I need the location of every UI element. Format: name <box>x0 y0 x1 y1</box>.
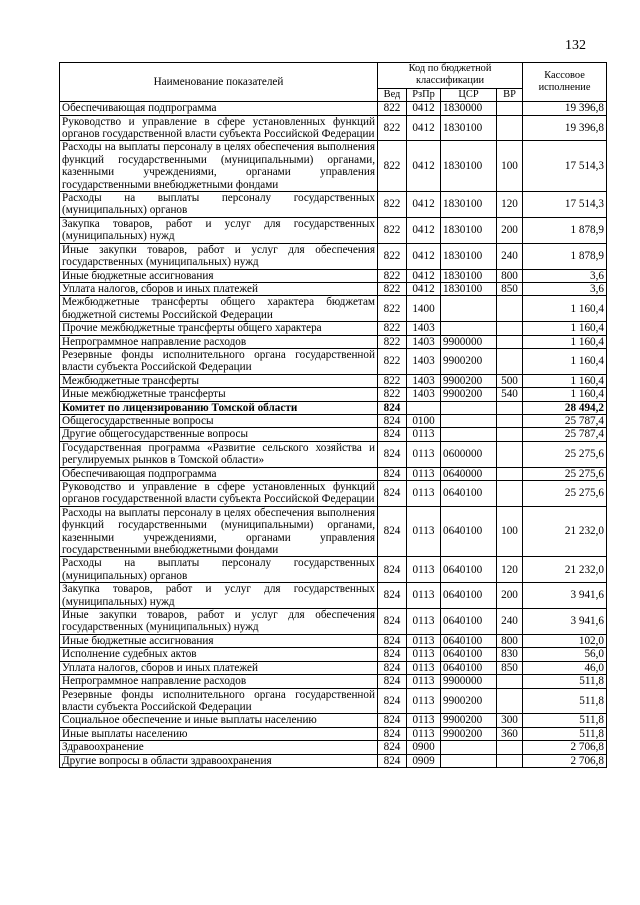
row-amount: 25 275,6 <box>523 467 607 480</box>
table-row <box>60 322 607 335</box>
table-row <box>60 243 607 269</box>
table-row <box>60 388 607 401</box>
row-csr <box>441 428 497 441</box>
row-vr: 100 <box>497 141 523 192</box>
header-vr: ВР <box>497 88 523 101</box>
row-vr <box>497 675 523 688</box>
table-row <box>60 727 607 740</box>
row-rzpr: 0412 <box>407 192 441 218</box>
row-name: Государственная программа «Развитие сельского хозяйства и регулируемых рынков в Томской области» <box>60 441 378 467</box>
row-vr: 830 <box>497 648 523 661</box>
row-ved: 824 <box>378 583 407 609</box>
row-amount: 21 232,0 <box>523 557 607 583</box>
row-vr: 800 <box>497 269 523 282</box>
row-csr: 9900200 <box>441 714 497 727</box>
table-row <box>60 428 607 441</box>
row-csr <box>441 296 497 322</box>
row-csr: 0640100 <box>441 557 497 583</box>
row-vr <box>497 414 523 427</box>
table-row <box>60 102 607 115</box>
row-vr <box>497 741 523 754</box>
row-ved: 824 <box>378 414 407 427</box>
row-name: Иные закупки товаров, работ и услуг для обеспечения государственных (муниципальных) нужд <box>60 609 378 635</box>
row-ved: 822 <box>378 322 407 335</box>
row-name: Исполнение судебных актов <box>60 648 378 661</box>
table-body <box>60 102 607 768</box>
row-csr: 9900200 <box>441 688 497 714</box>
table-row <box>60 296 607 322</box>
row-ved: 822 <box>378 141 407 192</box>
row-ved: 824 <box>378 506 407 557</box>
row-vr: 300 <box>497 714 523 727</box>
row-vr: 240 <box>497 609 523 635</box>
row-ved: 824 <box>378 688 407 714</box>
row-amount: 511,8 <box>523 714 607 727</box>
row-ved: 822 <box>378 296 407 322</box>
row-rzpr: 0909 <box>407 754 441 767</box>
row-rzpr: 0113 <box>407 506 441 557</box>
header-amount: Кассовое исполнение <box>523 63 607 102</box>
table-row <box>60 661 607 674</box>
row-rzpr: 0113 <box>407 583 441 609</box>
row-name: Прочие межбюджетные трансферты общего характера <box>60 322 378 335</box>
row-rzpr: 0113 <box>407 428 441 441</box>
row-csr: 0640100 <box>441 609 497 635</box>
row-rzpr: 0900 <box>407 741 441 754</box>
row-name: Резервные фонды исполнительного органа государственной власти субъекта Российской Федерации <box>60 688 378 714</box>
row-name: Здравоохранение <box>60 741 378 754</box>
row-vr <box>497 348 523 374</box>
table-row <box>60 688 607 714</box>
row-ved: 824 <box>378 741 407 754</box>
row-name: Иные выплаты населению <box>60 727 378 740</box>
row-amount: 1 160,4 <box>523 374 607 387</box>
row-rzpr: 0412 <box>407 269 441 282</box>
table-row <box>60 348 607 374</box>
row-ved: 824 <box>378 675 407 688</box>
row-csr: 1830100 <box>441 192 497 218</box>
row-vr: 360 <box>497 727 523 740</box>
row-ved: 824 <box>378 661 407 674</box>
row-amount: 46,0 <box>523 661 607 674</box>
row-rzpr: 0113 <box>407 609 441 635</box>
row-vr <box>497 467 523 480</box>
row-vr <box>497 754 523 767</box>
row-csr: 0640100 <box>441 634 497 647</box>
row-csr: 0640100 <box>441 481 497 507</box>
row-csr: 9900200 <box>441 374 497 387</box>
table-row <box>60 741 607 754</box>
row-vr <box>497 688 523 714</box>
row-name: Руководство и управление в сфере установленных функций органов государственной власти субъекта Российской Федерации <box>60 481 378 507</box>
row-name: Обеспечивающая подпрограмма <box>60 102 378 115</box>
row-name: Расходы на выплаты персоналу государственных (муниципальных) органов <box>60 192 378 218</box>
page-number: 132 <box>565 38 586 53</box>
row-ved: 822 <box>378 348 407 374</box>
table-row <box>60 335 607 348</box>
row-name: Непрограммное направление расходов <box>60 335 378 348</box>
row-amount: 2 706,8 <box>523 741 607 754</box>
row-vr <box>497 335 523 348</box>
row-vr: 540 <box>497 388 523 401</box>
row-amount: 17 514,3 <box>523 141 607 192</box>
row-amount: 1 160,4 <box>523 322 607 335</box>
row-vr <box>497 481 523 507</box>
row-vr: 800 <box>497 634 523 647</box>
row-rzpr: 0113 <box>407 714 441 727</box>
row-amount: 102,0 <box>523 634 607 647</box>
table-row <box>60 401 607 414</box>
row-ved: 822 <box>378 269 407 282</box>
row-amount: 1 160,4 <box>523 296 607 322</box>
row-name: Социальное обеспечение и иные выплаты населению <box>60 714 378 727</box>
row-csr <box>441 401 497 414</box>
row-vr <box>497 296 523 322</box>
row-amount: 511,8 <box>523 675 607 688</box>
table-row <box>60 754 607 767</box>
row-rzpr: 0113 <box>407 634 441 647</box>
row-csr: 0640100 <box>441 648 497 661</box>
row-vr: 500 <box>497 374 523 387</box>
row-csr: 9900200 <box>441 348 497 374</box>
row-rzpr: 1403 <box>407 322 441 335</box>
row-vr <box>497 115 523 141</box>
table-row <box>60 609 607 635</box>
row-amount: 25 787,4 <box>523 428 607 441</box>
row-csr: 9900000 <box>441 675 497 688</box>
row-rzpr: 1403 <box>407 374 441 387</box>
row-name: Межбюджетные трансферты общего характера бюджетам бюджетной системы Российской Федерации <box>60 296 378 322</box>
row-vr <box>497 322 523 335</box>
row-csr: 0600000 <box>441 441 497 467</box>
table-row <box>60 414 607 427</box>
row-amount: 56,0 <box>523 648 607 661</box>
row-amount: 1 160,4 <box>523 335 607 348</box>
row-rzpr: 0412 <box>407 102 441 115</box>
row-rzpr: 1403 <box>407 348 441 374</box>
row-csr: 1830000 <box>441 102 497 115</box>
row-rzpr: 1403 <box>407 335 441 348</box>
row-vr <box>497 441 523 467</box>
table-row <box>60 583 607 609</box>
row-vr <box>497 401 523 414</box>
row-ved: 824 <box>378 714 407 727</box>
row-rzpr: 0113 <box>407 661 441 674</box>
row-csr: 9900000 <box>441 335 497 348</box>
table-row <box>60 714 607 727</box>
row-rzpr: 0113 <box>407 441 441 467</box>
row-ved: 824 <box>378 481 407 507</box>
row-amount: 3 941,6 <box>523 609 607 635</box>
table-row <box>60 648 607 661</box>
row-amount: 21 232,0 <box>523 506 607 557</box>
row-csr: 1830100 <box>441 243 497 269</box>
row-name: Закупка товаров, работ и услуг для государственных (муниципальных) нужд <box>60 583 378 609</box>
row-name: Расходы на выплаты персоналу в целях обеспечения выполнения функций государственными (муниципальными) органами, казенными учреждениями, органами управления государственными внебюджетными фондами <box>60 506 378 557</box>
row-rzpr: 0412 <box>407 141 441 192</box>
table-row <box>60 675 607 688</box>
row-name: Межбюджетные трансферты <box>60 374 378 387</box>
row-csr: 9900200 <box>441 388 497 401</box>
row-name: Иные бюджетные ассигнования <box>60 634 378 647</box>
row-name: Общегосударственные вопросы <box>60 414 378 427</box>
row-ved: 824 <box>378 609 407 635</box>
row-csr: 1830100 <box>441 115 497 141</box>
row-vr: 120 <box>497 557 523 583</box>
row-rzpr: 0412 <box>407 217 441 243</box>
row-rzpr: 0113 <box>407 481 441 507</box>
row-vr: 200 <box>497 583 523 609</box>
row-csr: 0640100 <box>441 583 497 609</box>
row-ved: 824 <box>378 401 407 414</box>
row-rzpr: 0113 <box>407 648 441 661</box>
row-rzpr: 1400 <box>407 296 441 322</box>
row-rzpr: 0412 <box>407 115 441 141</box>
row-amount: 3,6 <box>523 282 607 295</box>
row-ved: 822 <box>378 102 407 115</box>
table-row <box>60 634 607 647</box>
table-row <box>60 192 607 218</box>
row-csr: 0640100 <box>441 506 497 557</box>
row-csr: 0640000 <box>441 467 497 480</box>
row-csr <box>441 741 497 754</box>
row-name: Другие вопросы в области здравоохранения <box>60 754 378 767</box>
row-name: Непрограммное направление расходов <box>60 675 378 688</box>
table-row <box>60 506 607 557</box>
row-ved: 824 <box>378 634 407 647</box>
row-name: Расходы на выплаты персоналу государственных (муниципальных) органов <box>60 557 378 583</box>
row-ved: 822 <box>378 192 407 218</box>
row-ved: 822 <box>378 374 407 387</box>
row-ved: 824 <box>378 557 407 583</box>
row-amount: 25 787,4 <box>523 414 607 427</box>
row-amount: 19 396,8 <box>523 102 607 115</box>
row-name: Иные межбюджетные трансферты <box>60 388 378 401</box>
table-row <box>60 217 607 243</box>
table-row <box>60 481 607 507</box>
row-rzpr: 0412 <box>407 282 441 295</box>
row-rzpr: 0113 <box>407 688 441 714</box>
table-row <box>60 282 607 295</box>
table-row <box>60 467 607 480</box>
row-ved: 824 <box>378 441 407 467</box>
row-vr: 100 <box>497 506 523 557</box>
row-ved: 822 <box>378 282 407 295</box>
row-vr <box>497 428 523 441</box>
row-amount: 3,6 <box>523 269 607 282</box>
row-ved: 822 <box>378 217 407 243</box>
header-code-group: Код по бюджетной классификации <box>378 63 523 89</box>
row-rzpr: 1403 <box>407 388 441 401</box>
table-row <box>60 115 607 141</box>
row-ved: 824 <box>378 467 407 480</box>
table-row <box>60 141 607 192</box>
row-amount: 1 160,4 <box>523 348 607 374</box>
row-csr: 1830100 <box>441 269 497 282</box>
row-amount: 1 878,9 <box>523 217 607 243</box>
row-ved: 824 <box>378 648 407 661</box>
row-amount: 25 275,6 <box>523 441 607 467</box>
row-csr <box>441 754 497 767</box>
row-rzpr: 0412 <box>407 243 441 269</box>
header-name: Наименование показателей <box>60 63 378 102</box>
row-ved: 822 <box>378 388 407 401</box>
row-name: Расходы на выплаты персоналу в целях обеспечения выполнения функций государственными (муниципальными) органами, казенными учреждениями, органами управления государственными внебюджетными фондами <box>60 141 378 192</box>
row-vr: 850 <box>497 661 523 674</box>
header-csr: ЦСР <box>441 88 497 101</box>
row-amount: 19 396,8 <box>523 115 607 141</box>
budget-table <box>59 62 607 768</box>
row-rzpr: 0113 <box>407 727 441 740</box>
row-ved: 822 <box>378 115 407 141</box>
row-rzpr: 0100 <box>407 414 441 427</box>
row-csr: 0640100 <box>441 661 497 674</box>
row-name: Уплата налогов, сборов и иных платежей <box>60 661 378 674</box>
row-ved: 824 <box>378 727 407 740</box>
row-rzpr <box>407 401 441 414</box>
row-ved: 824 <box>378 754 407 767</box>
row-amount: 1 878,9 <box>523 243 607 269</box>
row-rzpr: 0113 <box>407 675 441 688</box>
row-amount: 1 160,4 <box>523 388 607 401</box>
row-amount: 28 494,2 <box>523 401 607 414</box>
table-row <box>60 441 607 467</box>
table-row <box>60 557 607 583</box>
row-name: Закупка товаров, работ и услуг для государственных (муниципальных) нужд <box>60 217 378 243</box>
row-vr: 200 <box>497 217 523 243</box>
row-name: Иные бюджетные ассигнования <box>60 269 378 282</box>
row-vr: 850 <box>497 282 523 295</box>
row-ved: 822 <box>378 243 407 269</box>
row-csr: 1830100 <box>441 217 497 243</box>
row-ved: 824 <box>378 428 407 441</box>
header-ved: Вед <box>378 88 407 101</box>
row-vr: 240 <box>497 243 523 269</box>
row-amount: 17 514,3 <box>523 192 607 218</box>
table-row <box>60 374 607 387</box>
row-csr <box>441 322 497 335</box>
row-amount: 2 706,8 <box>523 754 607 767</box>
row-name: Иные закупки товаров, работ и услуг для обеспечения государственных (муниципальных) нужд <box>60 243 378 269</box>
row-name: Руководство и управление в сфере установленных функций органов государственной власти субъекта Российской Федерации <box>60 115 378 141</box>
row-csr: 1830100 <box>441 141 497 192</box>
row-vr: 120 <box>497 192 523 218</box>
row-name: Резервные фонды исполнительного органа государственной власти субъекта Российской Федерации <box>60 348 378 374</box>
row-amount: 511,8 <box>523 727 607 740</box>
row-rzpr: 0113 <box>407 557 441 583</box>
row-amount: 25 275,6 <box>523 481 607 507</box>
row-csr <box>441 414 497 427</box>
row-vr <box>497 102 523 115</box>
table-row <box>60 269 607 282</box>
row-amount: 3 941,6 <box>523 583 607 609</box>
row-csr: 9900200 <box>441 727 497 740</box>
row-amount: 511,8 <box>523 688 607 714</box>
row-name: Комитет по лицензированию Томской области <box>60 401 378 414</box>
row-name: Обеспечивающая подпрограмма <box>60 467 378 480</box>
row-ved: 822 <box>378 335 407 348</box>
row-csr: 1830100 <box>441 282 497 295</box>
row-name: Другие общегосударственные вопросы <box>60 428 378 441</box>
row-rzpr: 0113 <box>407 467 441 480</box>
header-rzpr: РзПр <box>407 88 441 101</box>
row-name: Уплата налогов, сборов и иных платежей <box>60 282 378 295</box>
